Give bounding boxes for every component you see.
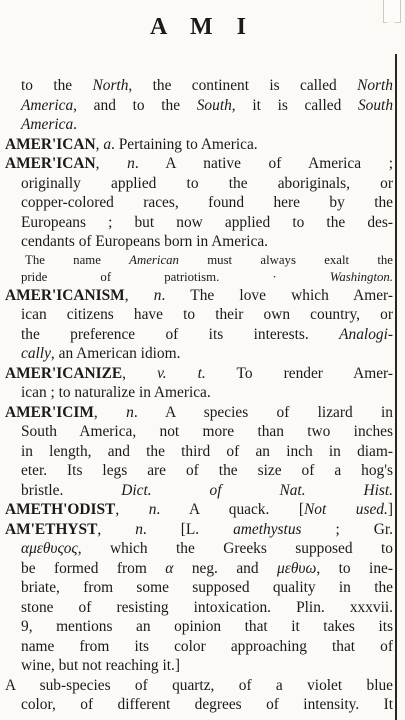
text-line — [5, 325, 393, 345]
headword: AMER'ICAN — [5, 135, 96, 153]
text-run: briate, from some supposed quality in the — [21, 579, 393, 596]
italic-text: μεθυω — [277, 559, 317, 577]
text-run: . A native of America ; — [134, 155, 393, 172]
text-run: Europeans ; but now applied to the des- — [21, 213, 393, 231]
text-line — [5, 174, 393, 194]
italic-text: America — [21, 96, 74, 114]
text-run: ican citizens have to their own country, or — [21, 306, 393, 323]
italic-text: n — [127, 155, 135, 172]
text-run: , — [95, 155, 128, 172]
text-run: . A species of lizard in — [133, 403, 393, 421]
text-line — [5, 213, 393, 233]
italic-text: cally — [21, 345, 51, 362]
text-run: , it is called — [231, 96, 358, 114]
text-run: , — [124, 286, 154, 304]
text-run: , an American idiom. — [50, 345, 181, 362]
text-run: , — [97, 520, 136, 538]
text-run: color, of different degrees of intensity. It — [21, 696, 393, 713]
italic-text: amethystus — [233, 520, 302, 538]
text-line — [5, 520, 393, 540]
text-line — [5, 539, 393, 559]
text-run: , — [115, 501, 149, 518]
text-run: , and to the — [73, 96, 197, 114]
text-run: copper-colored races, found here by the — [21, 194, 393, 211]
text-line — [5, 656, 393, 676]
italic-text: South — [357, 96, 393, 114]
text-run: , which the Greeks supposed to — [77, 540, 393, 557]
text-line — [5, 578, 393, 598]
text-line — [5, 193, 393, 213]
text-line — [5, 76, 393, 96]
text-run: , to ine- — [316, 559, 393, 577]
text-line — [5, 637, 393, 657]
text-line — [5, 305, 393, 325]
text-run: bristle. — [21, 481, 122, 499]
text-line — [5, 695, 393, 715]
text-line — [5, 559, 393, 579]
text-run: To render Amer- — [205, 364, 393, 382]
italic-text: North — [92, 77, 129, 94]
text-run: stone of resisting intoxication. Plin. xxxvii. — [21, 598, 393, 616]
text-run: . [L. — [142, 520, 234, 538]
italic-text: Dict. of Nat. Hist. — [121, 481, 393, 499]
text-run: to the — [21, 77, 93, 94]
text-run: . — [73, 116, 77, 133]
text-run: cendants of Europeans born in America. — [21, 233, 269, 250]
text-run: eter. Its legs are of the size of a hog's — [21, 462, 393, 479]
italic-text: Washington. — [329, 269, 393, 284]
running-head: A M I — [150, 14, 255, 40]
column-rule — [395, 54, 397, 720]
text-run: . Pertaining to America. — [111, 135, 258, 153]
text-line — [5, 442, 393, 462]
italic-text: Analogi- — [339, 325, 393, 343]
text-line — [5, 269, 393, 286]
text-run: , — [93, 403, 127, 421]
text-line — [5, 403, 393, 423]
text-run: , — [122, 364, 158, 382]
italic-text: n — [148, 501, 157, 518]
italic-text: a — [103, 135, 112, 153]
text-line — [5, 676, 393, 696]
text-run: neg. and — [173, 559, 278, 577]
headword: AMETH'ODIST — [5, 501, 116, 518]
text-run: , — [95, 135, 104, 153]
text-run: . The love which Amer- — [161, 286, 393, 304]
italic-text: α — [165, 559, 174, 577]
text-run: The name — [25, 252, 130, 267]
text-run: ] — [387, 501, 393, 518]
text-line — [5, 154, 393, 174]
italic-text: South — [196, 96, 232, 114]
italic-text: America — [21, 116, 74, 133]
text-run: name from its color approaching that of — [21, 637, 393, 655]
italic-text: Not used. — [304, 501, 388, 518]
headword: AMER'ICIM — [5, 403, 94, 421]
italic-text: n — [153, 286, 162, 304]
text-run: pride of patriotism. · — [21, 269, 330, 284]
text-line — [5, 598, 393, 618]
text-line — [5, 232, 393, 252]
text-line — [5, 383, 393, 403]
text-line — [5, 422, 393, 442]
text-line — [5, 252, 393, 269]
text-run: ; Gr. — [301, 520, 393, 538]
text-run: South America, not more than two inches — [21, 423, 393, 440]
dictionary-column — [5, 76, 393, 715]
italic-text: v. t. — [157, 364, 206, 382]
headword: AMER'ICAN — [5, 155, 96, 172]
text-line — [5, 344, 393, 364]
text-run: must always exalt the — [178, 252, 393, 267]
text-run: 9, mentions an opinion that it takes its — [21, 618, 393, 635]
text-line — [5, 500, 393, 520]
text-run: . A quack. [ — [156, 501, 305, 518]
text-line — [5, 481, 393, 501]
headword: AM'ETHYST — [5, 520, 98, 538]
italic-text: American — [129, 252, 179, 267]
text-run: A sub-species of quartz, of a violet blue — [5, 676, 393, 694]
text-run: ican ; to naturalize in America. — [21, 384, 211, 401]
text-line — [5, 617, 393, 637]
text-run: originally applied to the aboriginals, or — [21, 174, 393, 192]
italic-text: n — [135, 520, 143, 538]
text-run: wine, but not reaching it.] — [21, 657, 180, 674]
italic-text: North — [357, 77, 393, 94]
headword: AMER'ICANISM — [5, 286, 125, 304]
text-line — [5, 96, 393, 116]
text-line — [5, 286, 393, 306]
text-run: the preference of its interests. — [21, 325, 340, 343]
text-line — [5, 135, 393, 155]
italic-text: n — [126, 403, 134, 421]
text-line — [5, 364, 393, 384]
italic-text: αμεθυςος — [21, 540, 78, 557]
text-line — [5, 115, 393, 135]
text-run: be formed from — [21, 559, 166, 577]
text-line — [5, 461, 393, 481]
text-run: in length, and the third of an inch in diam- — [21, 442, 393, 460]
text-run: , the continent is called — [128, 77, 358, 94]
headword: AMER'ICANIZE — [5, 364, 123, 382]
